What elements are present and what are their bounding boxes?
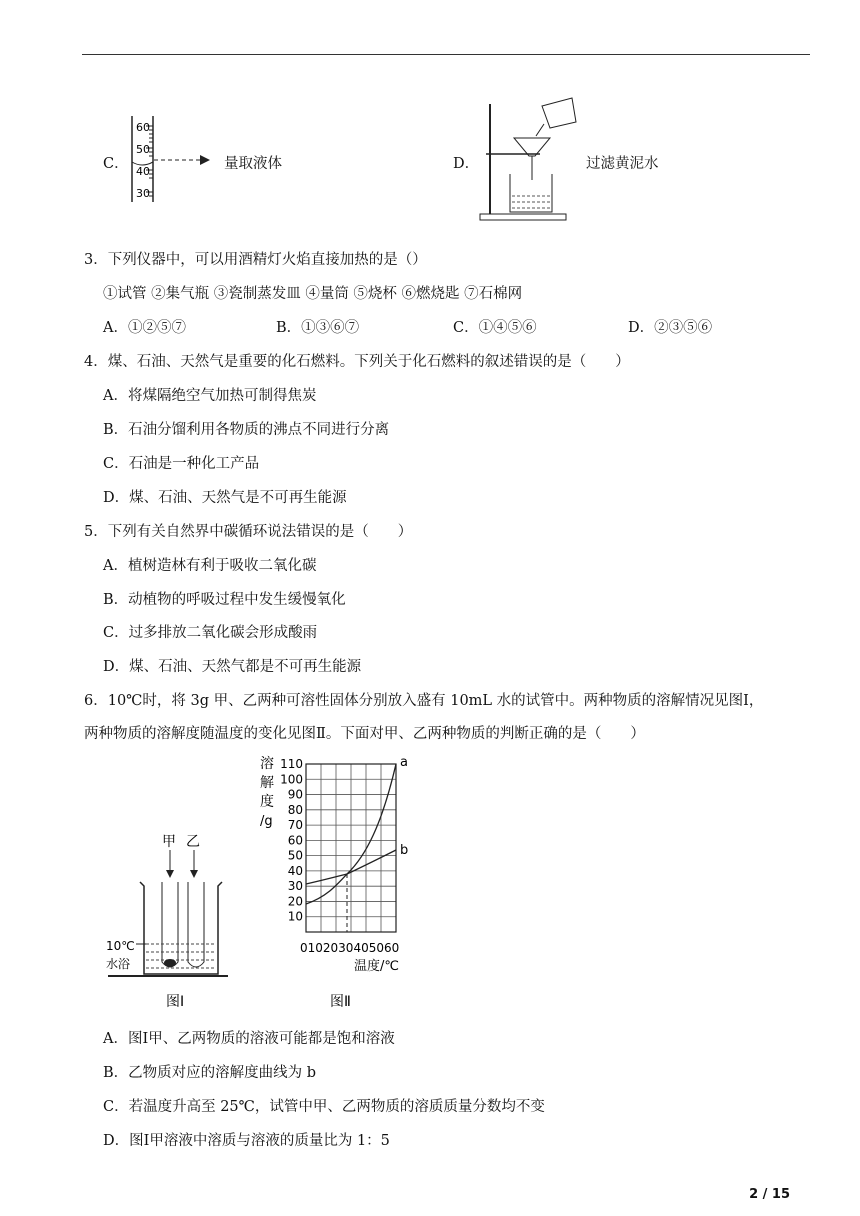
tick-50: 50 [136, 143, 150, 156]
question-6-option-c: C．若温度升高至 25℃，试管中甲、乙两物质的溶质质量分数均不变 [103, 1099, 545, 1115]
ylabel-char-1: 溶 [260, 756, 274, 772]
y-tick-label: 100 [280, 772, 303, 787]
filtration-apparatus-figure [476, 96, 586, 224]
figure-1-test-tubes [100, 826, 236, 1016]
question-3-stem: 3．下列仪器中，可以用酒精灯火焰直接加热的是（） [84, 252, 427, 268]
question-6-stem-line2: 两种物质的溶解度随温度的变化见图Ⅱ。下面对甲、乙两种物质的判断正确的是（ ） [84, 726, 645, 742]
tick-30: 30 [136, 187, 150, 200]
question-4-option-d: D．煤、石油、天然气是不可再生能源 [103, 490, 347, 506]
y-tick-label: 60 [287, 833, 303, 848]
option-c-label: C． [103, 156, 129, 172]
question-5-option-c: C．过多排放二氧化碳会形成酸雨 [103, 625, 318, 641]
y-tick-label: 40 [287, 863, 303, 878]
eye-icon [200, 155, 210, 165]
figure-1-caption: 图Ⅰ [166, 994, 185, 1010]
question-5-option-b: B．动植物的呼吸过程中发生缓慢氧化 [103, 592, 346, 608]
question-4-option-c: C．石油是一种化工产品 [103, 456, 260, 472]
y-tick-label: 50 [287, 848, 303, 863]
question-3-option-c: C．①④⑤⑥ [453, 320, 537, 336]
tick-40: 40 [136, 165, 150, 178]
page-number: 2 / 15 [749, 1187, 790, 1202]
ylabel-char-2: 解 [260, 775, 274, 791]
question-3-option-d: D．②③⑤⑥ [628, 320, 713, 336]
y-tick-label: 20 [287, 894, 303, 909]
question-4-stem: 4．煤、石油、天然气是重要的化石燃料。下列关于化石燃料的叙述错误的是（ ） [84, 354, 630, 370]
bath-temp-label: 10℃ [106, 939, 135, 953]
x-axis-label: 温度/℃ [354, 959, 399, 974]
question-3-items: ①试管 ②集气瓶 ③瓷制蒸发皿 ④量筒 ⑤烧杯 ⑥燃烧匙 ⑦石棉网 [103, 286, 523, 302]
tube-label-yi: 乙 [186, 834, 200, 850]
question-3-option-a: A．①②⑤⑦ [103, 320, 186, 336]
question-3-option-b: B．①③⑥⑦ [276, 320, 360, 336]
y-tick-label: 110 [280, 757, 303, 771]
question-4-option-a: A．将煤隔绝空气加热可制得焦炭 [103, 388, 317, 404]
tube-label-jia: 甲 [162, 834, 176, 850]
y-tick-label: 10 [287, 909, 303, 924]
figure-2-solubility-chart [254, 752, 424, 1014]
question-5-stem: 5．下列有关自然界中碳循环说法错误的是（ ） [84, 524, 413, 540]
curve-b-label: b [400, 843, 409, 858]
graduated-cylinder-figure [118, 112, 228, 207]
y-tick-label: 30 [287, 879, 303, 894]
tick-60: 60 [136, 121, 150, 134]
question-6-stem-line1: 6．10℃时，将 3g 甲、乙两种可溶性固体分别放入盛有 10mL 水的试管中。两种物质的溶解情况见图Ⅰ， [84, 693, 764, 709]
y-tick-label: 70 [287, 818, 303, 833]
question-4-option-b: B．石油分馏利用各物质的沸点不同进行分离 [103, 422, 390, 438]
bath-label: 水浴 [106, 957, 131, 971]
option-c-text: 量取液体 [224, 156, 282, 172]
question-6-option-b: B．乙物质对应的溶解度曲线为 b [103, 1065, 317, 1081]
y-tick-label: 90 [287, 787, 303, 802]
ylabel-char-3: 度 [260, 794, 274, 810]
question-5-option-a: A．植树造林有利于吸收二氧化碳 [103, 558, 317, 574]
y-tick-label: 80 [287, 802, 303, 817]
x-tick-labels: 0102030405060 [300, 941, 400, 955]
question-6-option-a: A．图Ⅰ甲、乙两物质的溶液可能都是饱和溶液 [103, 1031, 395, 1047]
question-6-option-d: D．图Ⅰ甲溶液中溶质与溶液的质量比为 1：5 [103, 1133, 390, 1149]
option-d-text: 过滤黄泥水 [586, 156, 659, 172]
question-5-option-d: D．煤、石油、天然气都是不可再生能源 [103, 659, 362, 675]
ylabel-char-4: /g [260, 814, 273, 829]
curve-a-label: a [400, 755, 408, 770]
figure-2-caption: 图Ⅱ [330, 994, 351, 1010]
header-rule [82, 54, 810, 55]
option-d-label: D． [453, 156, 480, 172]
